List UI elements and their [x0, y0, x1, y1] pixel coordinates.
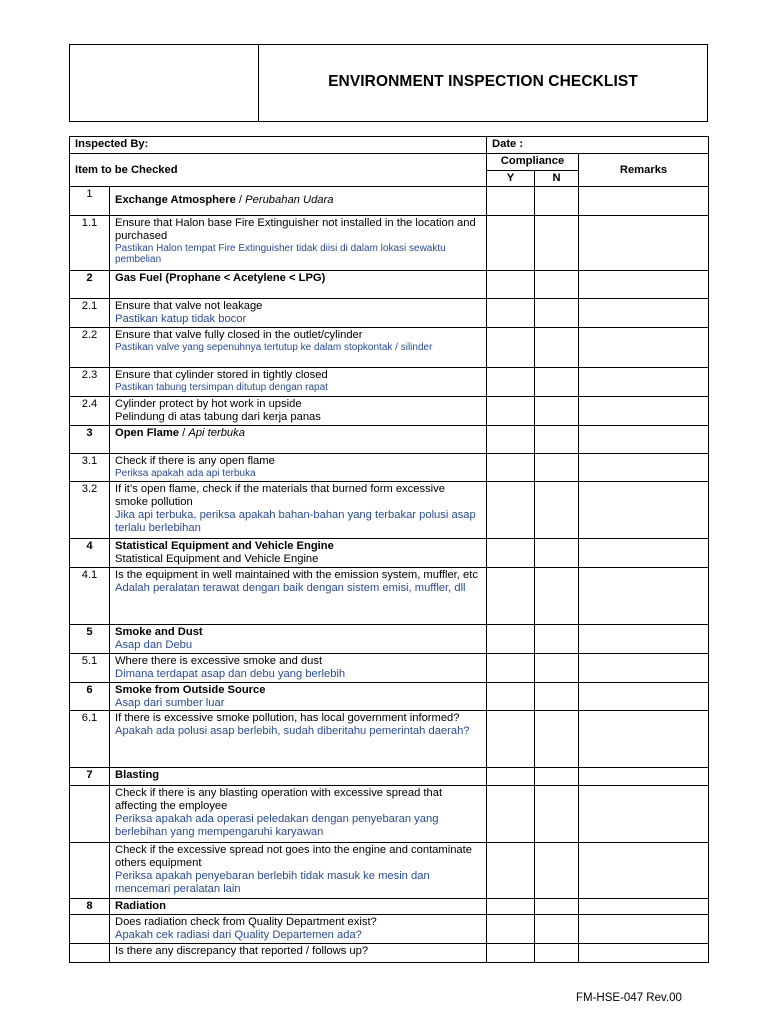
- remarks-cell[interactable]: [579, 567, 709, 624]
- remarks-cell[interactable]: [579, 899, 709, 915]
- item-row: [70, 786, 709, 843]
- remarks-cell[interactable]: [579, 426, 709, 454]
- no-cell[interactable]: [535, 368, 579, 397]
- remarks-cell[interactable]: [579, 482, 709, 539]
- remarks-cell[interactable]: [579, 915, 709, 944]
- table-header-row: [70, 154, 709, 171]
- section-row: [70, 271, 709, 299]
- remarks-cell[interactable]: [579, 944, 709, 963]
- item-row: [70, 482, 709, 539]
- item-number: 7: [70, 768, 110, 786]
- no-cell[interactable]: [535, 299, 579, 328]
- no-cell[interactable]: [535, 843, 579, 899]
- section-row: [70, 426, 709, 454]
- item-number: [70, 843, 110, 899]
- section-row: [70, 899, 709, 915]
- no-cell[interactable]: [535, 653, 579, 682]
- section-title: Gas Fuel (Prophane < Acetylene < LPG): [110, 271, 487, 299]
- yes-cell[interactable]: [487, 682, 535, 711]
- no-cell[interactable]: [535, 711, 579, 768]
- item-number: 5.1: [70, 653, 110, 682]
- item-row: [70, 567, 709, 624]
- yes-cell[interactable]: [487, 915, 535, 944]
- item-number: 4: [70, 539, 110, 568]
- section-title: Smoke from Outside Source Asap dari sumber luar: [110, 682, 487, 711]
- section-row: [70, 187, 709, 216]
- yes-cell[interactable]: [487, 271, 535, 299]
- no-cell[interactable]: [535, 454, 579, 482]
- item-text: Cylinder protect by hot work in upside Pelindung di atas tabung dari kerja panas: [110, 397, 487, 426]
- yes-cell[interactable]: [487, 187, 535, 216]
- item-number: 4.1: [70, 567, 110, 624]
- remarks-cell[interactable]: [579, 768, 709, 786]
- no-cell[interactable]: [535, 216, 579, 271]
- item-number: 2: [70, 271, 110, 299]
- yes-cell[interactable]: [487, 624, 535, 653]
- item-text: Where there is excessive smoke and dust Dimana terdapat asap dan debu yang berlebih: [110, 653, 487, 682]
- remarks-cell[interactable]: [579, 328, 709, 368]
- item-text: Ensure that valve fully closed in the outlet/cylinder Pastikan valve yang sepenuhnya tertutup ke dalam stopkontak / silinder: [110, 328, 487, 368]
- item-number: 3.1: [70, 454, 110, 482]
- header-box: [69, 44, 708, 122]
- no-cell[interactable]: [535, 624, 579, 653]
- no-cell[interactable]: [535, 915, 579, 944]
- no-cell[interactable]: [535, 426, 579, 454]
- remarks-header: Remarks: [579, 154, 709, 187]
- no-cell[interactable]: [535, 482, 579, 539]
- item-row: [70, 299, 709, 328]
- remarks-cell[interactable]: [579, 653, 709, 682]
- yes-cell[interactable]: [487, 786, 535, 843]
- no-cell[interactable]: [535, 187, 579, 216]
- item-number: 3.2: [70, 482, 110, 539]
- yes-cell[interactable]: [487, 653, 535, 682]
- item-header: Item to be Checked: [70, 154, 487, 187]
- item-row: [70, 216, 709, 271]
- form-code: FM-HSE-047 Rev.00: [576, 992, 682, 1004]
- item-number: 8: [70, 899, 110, 915]
- page-title: ENVIRONMENT INSPECTION CHECKLIST: [328, 73, 638, 90]
- section-title: Blasting: [110, 768, 487, 786]
- yes-cell[interactable]: [487, 567, 535, 624]
- item-text: Does radiation check from Quality Department exist? Apakah cek radiasi dari Quality Departemen ada?: [110, 915, 487, 944]
- inspected-by-row: [70, 137, 709, 154]
- item-text: If it’s open flame, check if the materials that burned form excessive smoke pollution Jika api terbuka, periksa apakah bahan-bahan yang terbakar polusi asap terlalu berlebihan: [110, 482, 487, 539]
- item-number: 2.2: [70, 328, 110, 368]
- section-title: Smoke and Dust Asap dan Debu: [110, 624, 487, 653]
- item-row: [70, 368, 709, 397]
- remarks-cell[interactable]: [579, 397, 709, 426]
- item-row: [70, 711, 709, 768]
- item-text: If there is excessive smoke pollution, has local government informed? Apakah ada polusi asap berlebih, sudah diberitahu pemerintah daerah?: [110, 711, 487, 768]
- yes-cell[interactable]: [487, 899, 535, 915]
- yes-header: Y: [487, 171, 535, 187]
- item-row: [70, 653, 709, 682]
- item-text: Check if there is any blasting operation with excessive spread that affecting the employee Periksa apakah ada operasi peledakan dengan penyebaran yang berlebihan yang mempengaruhi karyawan: [110, 786, 487, 843]
- yes-cell[interactable]: [487, 454, 535, 482]
- item-number: 2.3: [70, 368, 110, 397]
- item-text: Is the equipment in well maintained with the emission system, muffler, etc Adalah peralatan terawat dengan baik dengan sistem emisi, muffler, dll: [110, 567, 487, 624]
- item-number: 5: [70, 624, 110, 653]
- section-title: Statistical Equipment and Vehicle Engine Statistical Equipment and Vehicle Engine: [110, 539, 487, 568]
- item-number: [70, 944, 110, 963]
- section-row: [70, 768, 709, 786]
- checklist-table: [69, 136, 709, 963]
- item-number: [70, 915, 110, 944]
- yes-cell[interactable]: [487, 843, 535, 899]
- yes-cell[interactable]: [487, 944, 535, 963]
- remarks-cell[interactable]: [579, 299, 709, 328]
- section-row: [70, 624, 709, 653]
- item-number: 6: [70, 682, 110, 711]
- remarks-cell[interactable]: [579, 711, 709, 768]
- section-row: [70, 539, 709, 568]
- yes-cell[interactable]: [487, 328, 535, 368]
- item-number: 2.1: [70, 299, 110, 328]
- compliance-header: Compliance: [487, 154, 579, 171]
- yes-cell[interactable]: [487, 539, 535, 568]
- remarks-cell[interactable]: [579, 271, 709, 299]
- inspected-by-label: Inspected By:: [70, 137, 487, 154]
- section-row: [70, 682, 709, 711]
- yes-cell[interactable]: [487, 216, 535, 271]
- item-text: Is there any discrepancy that reported / follows up?: [110, 944, 487, 963]
- yes-cell[interactable]: [487, 768, 535, 786]
- item-number: 3: [70, 426, 110, 454]
- remarks-cell[interactable]: [579, 843, 709, 899]
- remarks-cell[interactable]: [579, 216, 709, 271]
- item-number: 2.4: [70, 397, 110, 426]
- no-cell[interactable]: [535, 397, 579, 426]
- no-cell[interactable]: [535, 567, 579, 624]
- yes-cell[interactable]: [487, 397, 535, 426]
- no-cell[interactable]: [535, 944, 579, 963]
- remarks-cell[interactable]: [579, 539, 709, 568]
- item-number: [70, 786, 110, 843]
- no-cell[interactable]: [535, 328, 579, 368]
- no-header: N: [535, 171, 579, 187]
- item-number: 6.1: [70, 711, 110, 768]
- section-title: Exchange Atmosphere / Perubahan Udara: [110, 187, 487, 216]
- item-row: [70, 843, 709, 899]
- item-number: 1.1: [70, 216, 110, 271]
- no-cell[interactable]: [535, 768, 579, 786]
- remarks-cell[interactable]: [579, 682, 709, 711]
- no-cell[interactable]: [535, 786, 579, 843]
- yes-cell[interactable]: [487, 426, 535, 454]
- remarks-cell[interactable]: [579, 454, 709, 482]
- item-text: Check if there is any open flame Periksa apakah ada api terbuka: [110, 454, 487, 482]
- item-text: Ensure that Halon base Fire Extinguisher not installed in the location and purchased Pastikan Halon tempat Fire Extinguisher tidak diisi di dalam lokasi sewaktu pembelian: [110, 216, 487, 271]
- section-title: Radiation: [110, 899, 487, 915]
- remarks-cell[interactable]: [579, 786, 709, 843]
- item-row: [70, 944, 709, 963]
- no-cell[interactable]: [535, 539, 579, 568]
- date-label: Date :: [487, 137, 709, 154]
- item-row: [70, 328, 709, 368]
- item-row: [70, 454, 709, 482]
- yes-cell[interactable]: [487, 368, 535, 397]
- item-row: [70, 397, 709, 426]
- item-number: 1: [70, 187, 110, 216]
- logo-placeholder: [70, 45, 259, 121]
- no-cell[interactable]: [535, 271, 579, 299]
- remarks-cell[interactable]: [579, 187, 709, 216]
- item-text: Check if the excessive spread not goes into the engine and contaminate others equipment Periksa apakah penyebaran berlebih tidak masuk ke mesin dan mencemari peralatan lain: [110, 843, 487, 899]
- item-text: Ensure that valve not leakage Pastikan katup tidak bocor: [110, 299, 487, 328]
- section-title: Open Flame / Api terbuka: [110, 426, 487, 454]
- item-text: Ensure that cylinder stored in tightly closed Pastikan tabung tersimpan ditutup dengan rapat: [110, 368, 487, 397]
- yes-cell[interactable]: [487, 711, 535, 768]
- yes-cell[interactable]: [487, 482, 535, 539]
- no-cell[interactable]: [535, 682, 579, 711]
- item-row: [70, 915, 709, 944]
- no-cell[interactable]: [535, 899, 579, 915]
- remarks-cell[interactable]: [579, 624, 709, 653]
- remarks-cell[interactable]: [579, 368, 709, 397]
- yes-cell[interactable]: [487, 299, 535, 328]
